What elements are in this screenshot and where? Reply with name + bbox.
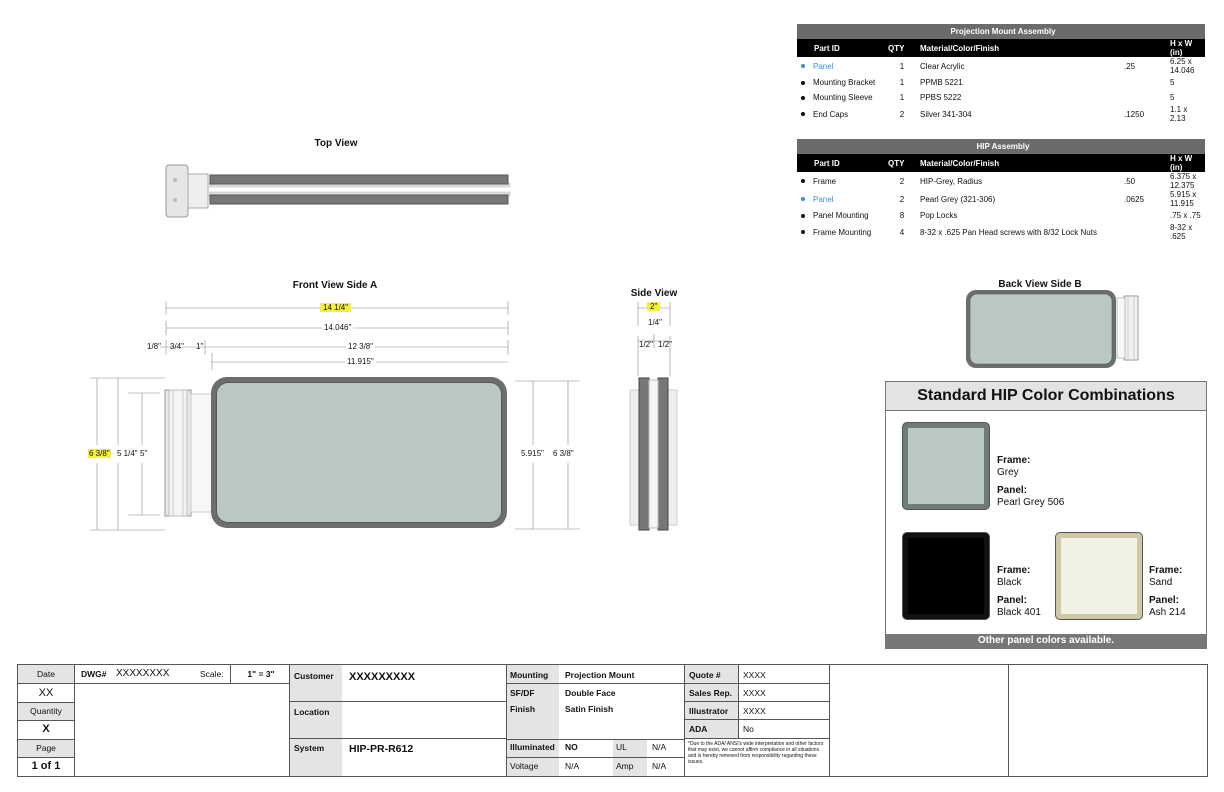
material-cell: 8-32 x .625 Pan Head screws with 8/32 Lock Nuts — [920, 227, 1097, 237]
finish-label: Finish — [510, 704, 536, 714]
ada-value: No — [743, 724, 754, 734]
part-id-label: End Caps — [813, 109, 849, 119]
table-row — [797, 90, 1205, 105]
thickness-cell: .50 — [1124, 176, 1136, 186]
system-value: HIP-PR-R612 — [349, 743, 414, 755]
material-cell: Silver 341-304 — [920, 109, 972, 119]
table-row — [797, 223, 1205, 241]
title-block — [17, 664, 1208, 777]
col-header-part: Part ID — [797, 39, 884, 57]
size-cell: .75 x .75 — [1170, 211, 1201, 220]
voltage-label: Voltage — [510, 761, 539, 771]
panel-label: Panel: — [997, 595, 1028, 606]
scale-value: 1" = 3" — [247, 669, 275, 679]
thickness-cell — [1120, 208, 1166, 223]
table-title: Projection Mount Assembly — [797, 24, 1205, 39]
part-id-cell — [797, 190, 884, 208]
date-value: XX — [38, 687, 54, 699]
table-row — [797, 172, 1205, 190]
scale-label: Scale: — [200, 669, 224, 679]
material-cell: HIP-Grey, Radius — [920, 176, 983, 186]
material-cell: Pearl Grey (321-306) — [920, 194, 996, 204]
side-dim-1-2-a: 1/2" — [639, 340, 653, 349]
dwg-label: DWG# — [81, 669, 107, 679]
hip-parts-table — [797, 139, 1205, 241]
bullet-icon — [801, 96, 805, 100]
size-cell: 6.375 x 12.375 — [1170, 172, 1197, 190]
size-cell: 8-32 x .625 — [1170, 223, 1193, 241]
size-cell: 6.25 x 14.046 — [1170, 57, 1195, 75]
part-id-cell — [797, 90, 884, 105]
col-header-qty: QTY — [884, 39, 916, 57]
frame-label: Frame: — [997, 565, 1031, 576]
table-title: HIP Assembly — [797, 139, 1205, 154]
side-view-title: Side View — [630, 288, 678, 299]
customer-label: Customer — [294, 671, 334, 681]
quantity-label: Quantity — [30, 706, 62, 716]
col-header-material: Material/Color/Finish — [916, 39, 1120, 57]
ul-value: N/A — [652, 742, 667, 752]
sales-rep-value: XXXX — [743, 688, 766, 698]
table-row — [797, 75, 1205, 90]
dim-11915: 11.915" — [347, 357, 374, 366]
illustrator-label: Illustrator — [689, 706, 729, 716]
color-combinations-panel — [885, 381, 1207, 649]
bullet-icon — [801, 112, 805, 116]
sales-rep-label: Sales Rep. — [689, 688, 732, 698]
color-combinations-title: Standard HIP Color Combinations — [886, 382, 1206, 411]
dwg-value: XXXXXXXX — [116, 668, 170, 679]
part-id-label: Mounting Sleeve — [813, 93, 873, 102]
qty-cell: 8 — [899, 211, 905, 220]
qty-cell: 4 — [899, 227, 905, 237]
panel-label: Panel: — [997, 485, 1028, 496]
location-label: Location — [294, 707, 330, 717]
illustrator-value: XXXX — [743, 706, 766, 716]
col-header-material: Material/Color/Finish — [916, 154, 1120, 172]
combo-sand-text — [1149, 565, 1186, 619]
page-label: Page — [36, 743, 56, 753]
col-header-qty: QTY — [884, 154, 916, 172]
part-id-label: Panel — [813, 61, 834, 71]
bullet-icon — [801, 230, 805, 234]
table-row — [797, 190, 1205, 208]
sfdf-value: Double Face — [565, 688, 616, 698]
table-row — [797, 57, 1205, 75]
dim-height-5-1-4: 5 1/4" — [117, 449, 138, 458]
thickness-cell — [1120, 75, 1166, 90]
mounting-label: Mounting — [510, 670, 549, 680]
thickness-cell: .25 — [1124, 61, 1136, 71]
frame-label: Frame: — [1149, 565, 1183, 576]
projection-parts-table — [797, 24, 1205, 123]
front-view-panel-face — [216, 382, 502, 523]
hip-table-body — [797, 172, 1205, 241]
color-combinations-footer: Other panel colors available. — [886, 634, 1206, 648]
material-cell: Pop Locks — [920, 211, 958, 220]
qty-cell: 2 — [899, 176, 905, 186]
date-label: Date — [37, 669, 55, 679]
table-row — [797, 105, 1205, 123]
material-cell: Clear Acrylic — [920, 61, 965, 71]
qty-cell: 1 — [899, 61, 905, 71]
swatch-sand-ash — [1056, 533, 1142, 619]
bullet-icon — [801, 64, 805, 68]
material-cell: PPMB 5221 — [920, 78, 963, 87]
side-dim-1-2-b: 1/2" — [658, 340, 672, 349]
part-id-label: Panel — [813, 194, 834, 204]
combo-black-text — [997, 565, 1041, 619]
system-label: System — [294, 743, 325, 753]
part-id-cell — [797, 75, 884, 90]
ada-label: ADA — [689, 724, 708, 734]
ul-label: UL — [616, 742, 627, 752]
dim-1-8: 1/8" — [147, 342, 161, 351]
part-id-label: Frame Mounting — [813, 227, 872, 237]
back-view-title: Back View Side B — [998, 279, 1082, 290]
amp-label: Amp — [616, 761, 634, 771]
part-id-cell — [797, 105, 884, 123]
col-header-part: Part ID — [797, 154, 884, 172]
page-value: 1 of 1 — [31, 760, 61, 772]
bullet-icon — [801, 197, 805, 201]
thickness-cell — [1120, 90, 1166, 105]
frame-value: Grey — [997, 467, 1019, 478]
part-id-label: Mounting Bracket — [813, 78, 876, 87]
table-row — [797, 208, 1205, 223]
dim-12-3-8: 12 3/8" — [348, 342, 374, 351]
part-id-cell — [797, 172, 884, 190]
part-id-label: Panel Mounting — [813, 211, 869, 220]
front-view-title: Front View Side A — [292, 280, 378, 291]
panel-value: Ash 214 — [1149, 607, 1186, 618]
side-dim-2: 2" — [647, 302, 660, 311]
dim-overall-width: 14 1/4" — [320, 303, 351, 312]
size-cell: 1.1 x 2.13 — [1170, 105, 1188, 123]
col-header-size: H x W (in) — [1166, 39, 1205, 57]
dim-height-5: 5" — [140, 449, 148, 458]
qty-cell: 2 — [899, 109, 905, 119]
size-cell: 5 — [1170, 78, 1175, 87]
qty-cell: 1 — [899, 93, 905, 102]
back-view-drawing — [964, 288, 1144, 370]
dim-height-6-3-8-left: 6 3/8" — [89, 449, 110, 458]
thickness-cell — [1120, 223, 1166, 241]
bullet-icon — [801, 81, 805, 85]
size-cell: 5 — [1170, 93, 1175, 102]
swatch-grey-pearl-grey — [903, 423, 989, 509]
bullet-icon — [801, 179, 805, 183]
part-id-cell — [797, 208, 884, 223]
ada-disclaimer: *Due to the ADA/ ANSI's wide interpretation and other factors that may exist, we cannot affirm compliance in all situations and is hereby removed from responsibility regarding these issues. — [688, 741, 824, 765]
dim-width-14046: 14.046" — [324, 323, 352, 332]
quantity-value: X — [42, 723, 50, 735]
material-cell: PPBS 5222 — [920, 93, 962, 102]
bullet-icon — [801, 214, 805, 218]
side-view-drawing — [620, 296, 690, 536]
part-id-cell — [797, 223, 884, 241]
dim-height-6-3-8-right: 6 3/8" — [553, 449, 574, 458]
thickness-cell: .1250 — [1124, 109, 1145, 119]
voltage-value: N/A — [565, 761, 580, 771]
frame-label: Frame: — [997, 455, 1031, 466]
finish-value: Satin Finish — [565, 704, 614, 714]
amp-value: N/A — [652, 761, 667, 771]
panel-value: Black 401 — [997, 607, 1041, 618]
projection-table-body — [797, 57, 1205, 123]
size-cell: 5.915 x 11.915 — [1170, 190, 1197, 208]
illuminated-value: NO — [565, 742, 578, 752]
panel-value: Pearl Grey 506 — [997, 497, 1065, 508]
panel-label: Panel: — [1149, 595, 1180, 606]
thickness-cell: .0625 — [1124, 194, 1145, 204]
front-view-end-cap — [163, 388, 213, 518]
part-id-label: Frame — [813, 176, 837, 186]
mounting-value: Projection Mount — [565, 670, 635, 680]
dim-3-4: 3/4" — [170, 342, 184, 351]
qty-cell: 2 — [899, 194, 905, 204]
qty-cell: 1 — [899, 78, 905, 87]
col-header-size: H x W (in) — [1166, 154, 1205, 172]
combo-grey-text — [997, 455, 1064, 509]
frame-value: Sand — [1149, 577, 1173, 588]
illuminated-label: Illuminated — [510, 742, 555, 752]
part-id-cell — [797, 57, 884, 75]
frame-value: Black — [997, 577, 1022, 588]
customer-value: XXXXXXXXX — [349, 671, 416, 683]
side-dim-1-4: 1/4" — [648, 318, 662, 327]
dim-1: 1" — [196, 342, 204, 351]
swatch-black-black — [903, 533, 989, 619]
sfdf-label: SF/DF — [510, 688, 535, 698]
quote-value: XXXX — [743, 670, 766, 680]
top-view-drawing — [160, 160, 520, 220]
quote-label: Quote # — [689, 670, 721, 680]
dim-height-5915: 5.915" — [521, 449, 544, 458]
top-view-title: Top View — [314, 138, 358, 149]
